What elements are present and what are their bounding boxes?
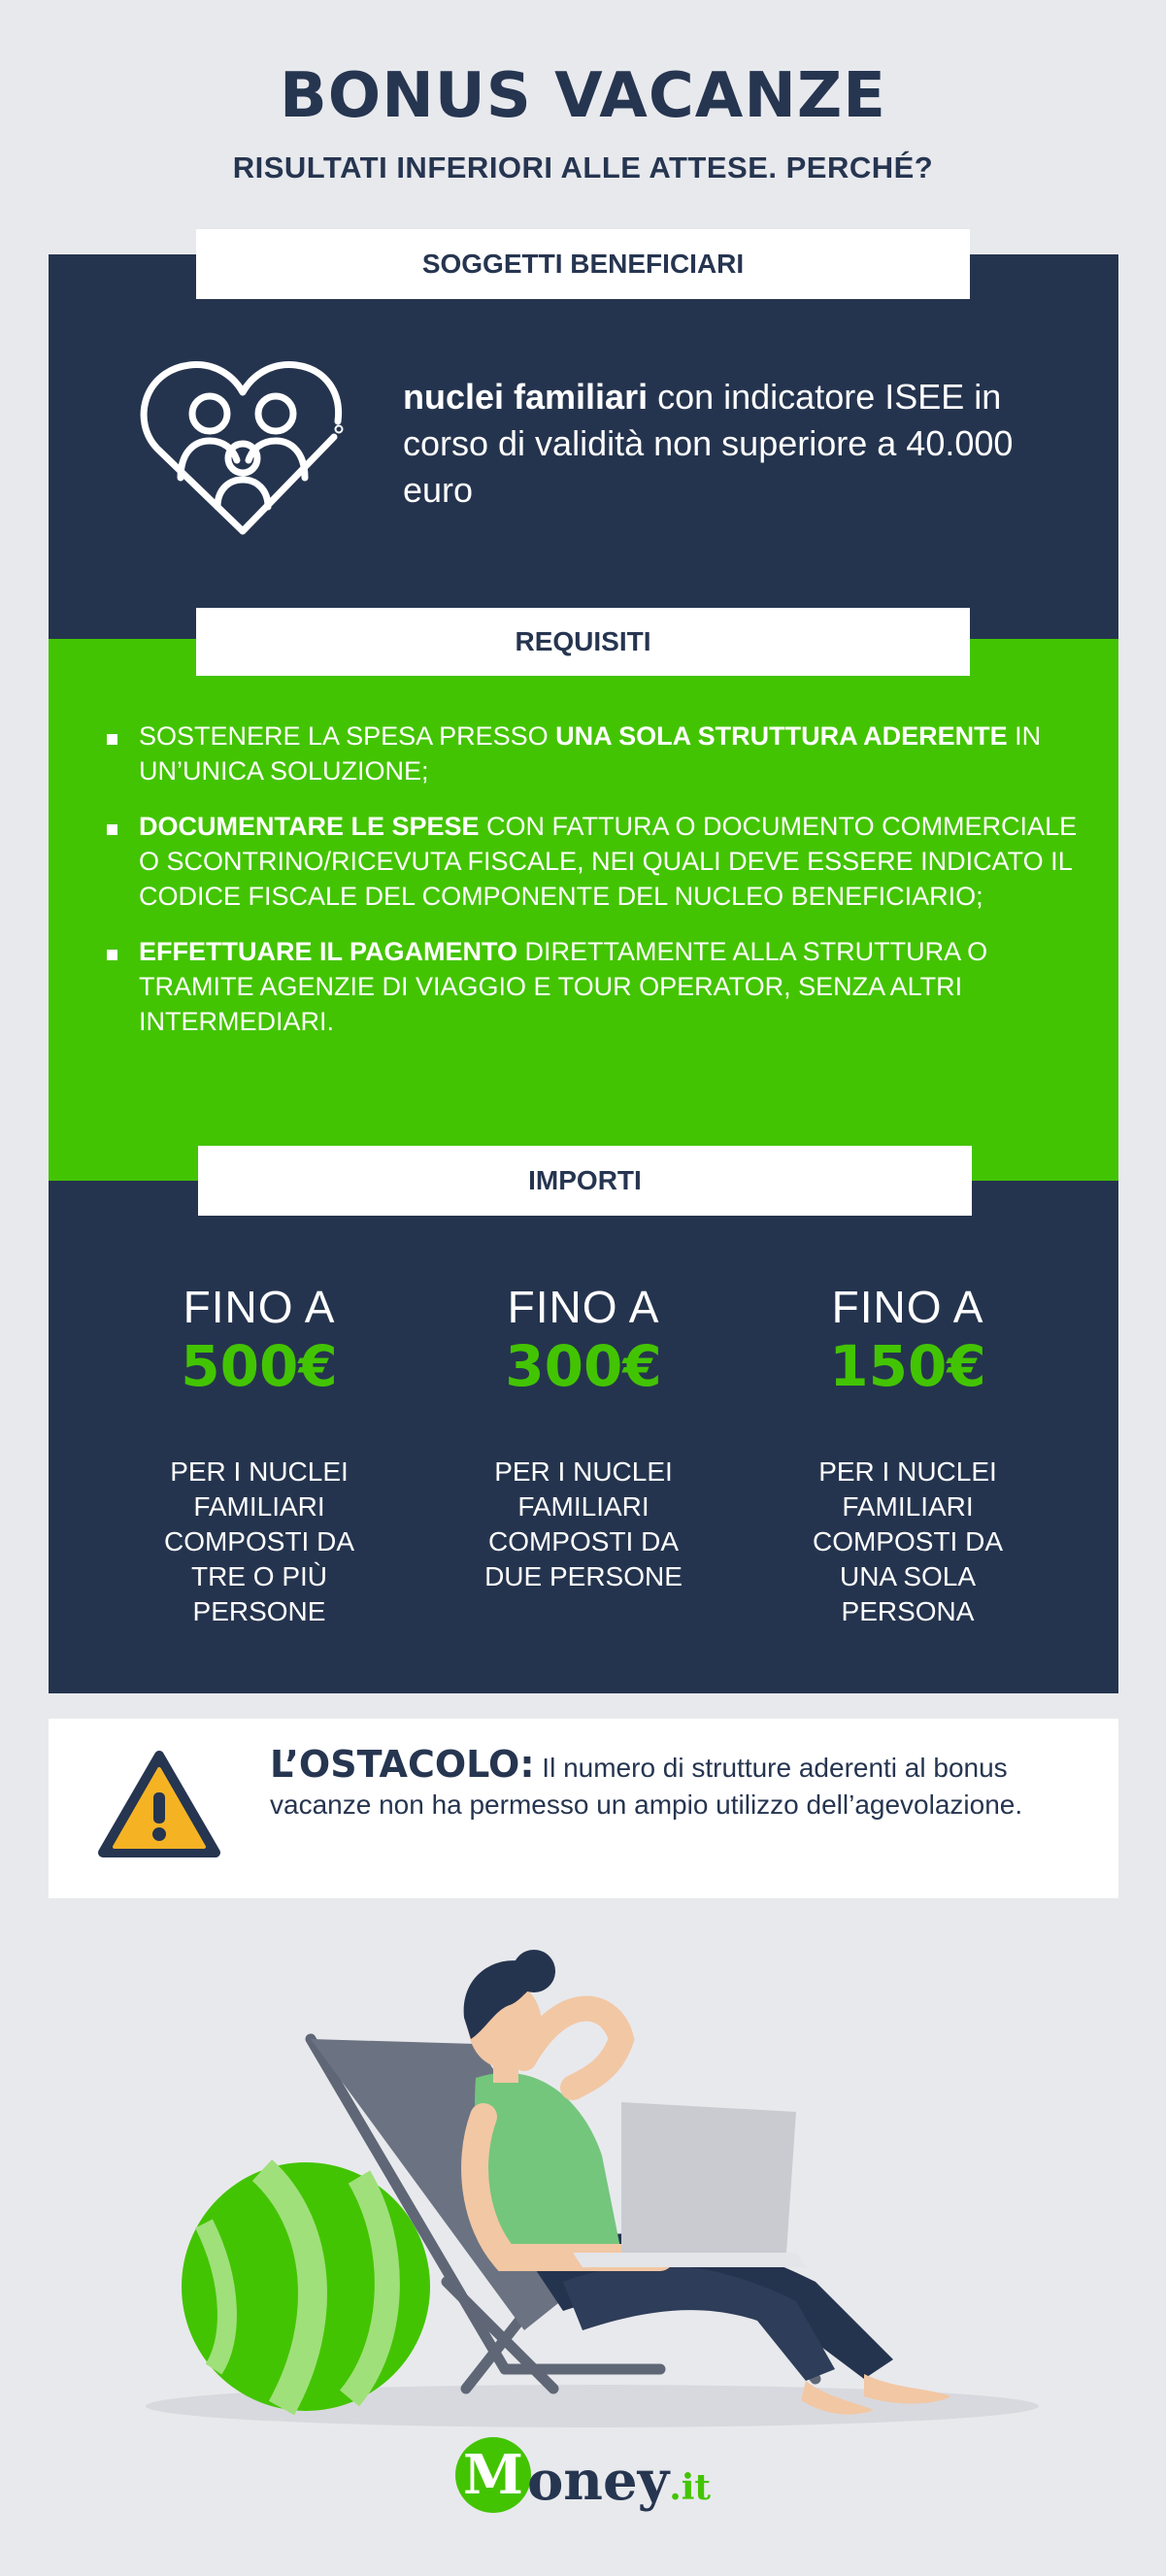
logo-ext: .it [669,2467,712,2508]
logo-m-circle: M [455,2437,531,2513]
bullet-square [107,734,117,745]
beneficiari-text-rest: con indicatore ISEE in corso di validità non superiore a 40.000 euro [403,377,1014,510]
beneficiari-text-bold: nuclei familiari [403,377,649,417]
amount-description: PER I NUCLEI FAMILIARI COMPOSTI DA UNA SOLA PERSONA [812,1456,1003,1626]
req-text-bold: DOCUMENTARE LE SPESE [139,812,480,841]
req-text-bold: UNA SOLA STRUTTURA ADERENTE [555,721,1008,751]
amount-value: 150€ [829,1333,986,1399]
bullet-square [107,824,117,835]
req-text-pre: SOSTENERE LA SPESA PRESSO [139,721,556,751]
list-item [107,809,1078,914]
warning-icon [97,1748,221,1862]
amount-value: 300€ [505,1333,662,1399]
requisiti-list [107,719,1078,1059]
page-subtitle: RISULTATI INFERIORI ALLE ATTESE. PERCHÉ? [232,151,934,184]
amount-prefix: FINO A [507,1282,660,1332]
amount-column-150 [762,1280,1053,1629]
amount-description: PER I NUCLEI FAMILIARI COMPOSTI DA DUE PERSONE [484,1456,683,1591]
ostacolo-body: Il numero di strutture aderenti al bonus vacanze non ha permesso un ampio utilizzo dell’agevolazione. [270,1753,1023,1820]
req-text-post: DIRETTAMENTE ALLA STRUTTURA O TRAMITE AGENZIE DI VIAGGIO E TOUR OPERATOR, SENZA ALTRI INTERMEDIARI. [139,937,988,1036]
ostacolo-text [270,1743,1066,1823]
list-item [107,719,1078,788]
importi-label: IMPORTI [198,1146,972,1216]
money-it-logo [0,2437,1166,2513]
amount-value: 500€ [181,1333,338,1399]
requisiti-label: REQUISITI [196,608,970,676]
amount-prefix: FINO A [831,1282,984,1332]
list-item [107,934,1078,1039]
beneficiari-label: SOGGETTI BENEFICIARI [196,229,970,299]
amount-column-300 [438,1280,729,1594]
logo-word: oney [526,2449,670,2513]
ostacolo-head: L’OSTACOLO: [270,1743,535,1786]
beach-ball-icon [182,2162,430,2411]
heart-family-icon [136,351,350,546]
amount-column-500 [114,1280,405,1629]
amount-prefix: FINO A [183,1282,336,1332]
req-text-bold: EFFETTUARE IL PAGAMENTO [139,937,518,966]
bullet-square [107,950,117,960]
page-title: BONUS VACANZE [280,60,886,132]
beneficiari-text [403,374,1083,514]
amount-description: PER I NUCLEI FAMILIARI COMPOSTI DA TRE O PIÙ PERSONE [163,1456,354,1626]
req-text-post: CON FATTURA O DOCUMENTO COMMERCIALE O SCONTRINO/RICEVUTA FISCALE, NEI QUALI DEVE ESSERE INDICATO IL CODICE FISCALE DEL COMPONENTE DEL NUCLEO BENEFICIARIO; [139,812,1078,911]
req-text-post: IN UN’UNICA SOLUZIONE; [139,721,1042,786]
person-deckchair-laptop-illustration [117,1932,1049,2427]
